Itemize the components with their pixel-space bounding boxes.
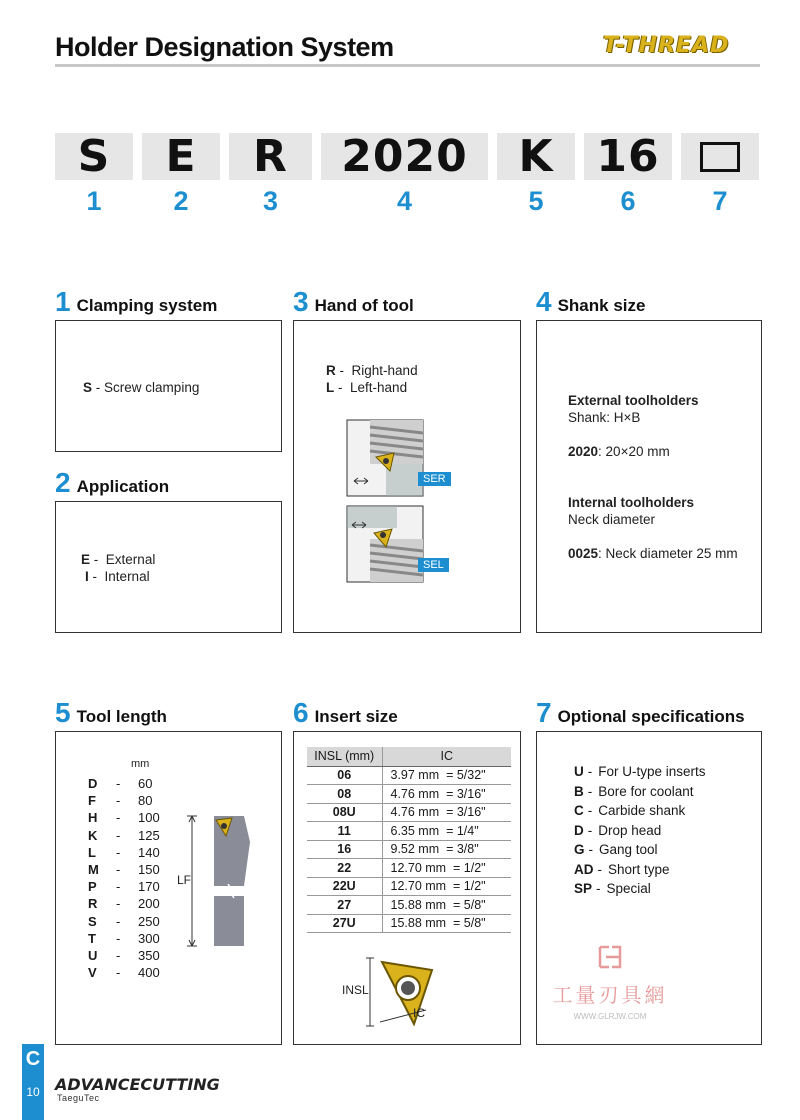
brand-logo: T-THREAD <box>603 33 730 58</box>
shank-size-panel <box>536 320 762 633</box>
column-header: INSL (mm) <box>307 747 382 766</box>
code-box-1: S <box>55 133 133 180</box>
page-title: Holder Designation System <box>55 32 394 62</box>
footer-brand: TaeguTec <box>57 1093 100 1103</box>
insert-ic-value: 9.52 mm = 3/8" <box>382 840 511 859</box>
list-item <box>88 947 160 964</box>
code-box-2: E <box>142 133 220 180</box>
length-value: 350 <box>138 947 160 963</box>
insert-code: 27 <box>307 896 382 915</box>
insert-ic-value: 3.97 mm = 5/32" <box>382 766 511 785</box>
separator: - <box>116 862 121 878</box>
optional-specs-list <box>574 762 706 899</box>
insert-ic-value: 4.76 mm = 3/16" <box>382 785 511 804</box>
internal-example: 0025: Neck diameter 25 mm <box>568 546 738 561</box>
insert-ic-value: 6.35 mm = 1/4" <box>382 822 511 841</box>
code-box-6: 16 <box>584 133 672 180</box>
page-number: 10 <box>26 1085 40 1099</box>
insert-ic-value: 15.88 mm = 5/8" <box>382 914 511 933</box>
code-letter: F <box>88 793 96 809</box>
list-item <box>574 879 706 899</box>
length-value: 300 <box>138 930 160 946</box>
section-number: 6 <box>293 697 309 728</box>
section-title: Insert size <box>314 707 398 726</box>
length-value: 400 <box>138 965 160 981</box>
table-row <box>307 914 511 933</box>
spec-text: Bore for coolant <box>598 783 694 799</box>
code-letter: H <box>88 810 98 826</box>
spec-text: Short type <box>608 861 670 877</box>
code-letter: L <box>88 844 96 860</box>
code-letter: U <box>88 947 98 963</box>
list-item: I - Internal <box>85 569 150 584</box>
insert-ic-value: 4.76 mm = 3/16" <box>382 803 511 822</box>
spec-text: Carbide shank <box>598 803 686 819</box>
insert-size-table <box>307 747 511 933</box>
insert-code: 16 <box>307 840 382 859</box>
separator: - <box>596 881 601 897</box>
insert-ic-value: 15.88 mm = 5/8" <box>382 896 511 915</box>
separator: - <box>116 827 121 843</box>
watermark <box>540 944 680 1021</box>
external-shank-label: Shank: H×B <box>568 410 641 425</box>
section-5-heading <box>55 697 167 729</box>
application-panel <box>55 501 282 633</box>
section-2-heading <box>55 467 169 499</box>
right-hand-tool-diagram <box>346 419 426 499</box>
section-3-heading <box>293 286 414 318</box>
section-4-heading <box>536 286 645 318</box>
section-number: 4 <box>536 286 552 317</box>
external-example: 2020: 20×20 mm <box>568 444 670 459</box>
code-letter: M <box>88 862 99 878</box>
list-item <box>88 861 160 878</box>
separator: - <box>587 803 593 819</box>
length-value: 200 <box>138 896 160 912</box>
separator: - <box>587 822 593 838</box>
spec-text: For U-type inserts <box>598 764 706 780</box>
code-box-7 <box>681 133 759 180</box>
separator: - <box>116 844 121 860</box>
list-item <box>574 801 706 821</box>
separator: - <box>116 810 121 826</box>
section-number: 1 <box>55 286 71 317</box>
code-box-5: K <box>497 133 575 180</box>
table-row <box>307 785 511 804</box>
table-row <box>307 840 511 859</box>
list-item <box>574 782 706 802</box>
list-item <box>88 844 160 861</box>
list-item <box>574 821 706 841</box>
section-title: Shank size <box>557 296 646 315</box>
table-row <box>307 877 511 896</box>
table-row <box>307 859 511 878</box>
watermark-url: WWW.GLRJW.COM <box>573 1012 647 1021</box>
spec-code: AD <box>574 861 594 877</box>
separator: - <box>116 896 121 912</box>
insert-code: 08 <box>307 785 382 804</box>
separator: - <box>587 764 593 780</box>
table-row <box>307 803 511 822</box>
list-item <box>88 913 160 930</box>
insert-code: 27U <box>307 914 382 933</box>
watermark-logo-icon <box>597 944 623 970</box>
list-item <box>574 762 706 782</box>
clamping-system-panel <box>55 320 282 452</box>
code-letter: R <box>88 896 98 912</box>
section-7-heading <box>536 697 745 729</box>
code-letter: D <box>88 776 98 792</box>
position-number: 5 <box>528 186 544 216</box>
section-1-heading <box>55 286 217 318</box>
separator: - <box>116 913 121 929</box>
position-number: 4 <box>396 186 413 216</box>
section-number: 3 <box>293 286 309 317</box>
spec-text: Special <box>606 881 651 897</box>
separator: - <box>116 930 121 946</box>
length-value: 140 <box>138 844 160 860</box>
list-item <box>88 827 160 844</box>
title-divider <box>55 64 760 67</box>
position-number: 1 <box>86 186 102 216</box>
insert-code: 11 <box>307 822 382 841</box>
position-number: 2 <box>173 186 189 216</box>
ic-label: IC <box>413 1006 425 1020</box>
chapter-tab <box>22 1044 44 1120</box>
code-box-3: R <box>229 133 312 180</box>
separator: - <box>116 947 121 963</box>
section-number: 2 <box>55 467 71 498</box>
table-row <box>307 896 511 915</box>
spec-code: SP <box>574 881 593 897</box>
hand-of-tool-panel <box>293 320 521 633</box>
insert-code: 22U <box>307 877 382 896</box>
spec-code: C <box>574 803 584 819</box>
position-number: 7 <box>712 186 728 216</box>
length-value: 170 <box>138 879 160 895</box>
empty-square-icon <box>700 142 740 172</box>
list-item <box>88 809 160 826</box>
section-6-heading <box>293 697 398 729</box>
separator: - <box>587 783 593 799</box>
section-title: Optional specifications <box>557 707 745 726</box>
spec-code: B <box>574 783 584 799</box>
list-item: L - Left-hand <box>326 380 408 395</box>
list-item <box>88 792 160 809</box>
footer-logo: ADVANCECUTTING <box>55 1075 220 1094</box>
list-item <box>88 895 160 912</box>
section-number: 5 <box>55 697 71 728</box>
separator: - <box>116 879 121 895</box>
section-title: Hand of tool <box>314 296 414 315</box>
internal-toolholders-title: Internal toolholders <box>568 495 695 510</box>
tag-sel: SEL <box>418 558 449 572</box>
position-number: 6 <box>620 186 636 216</box>
code-letter: S <box>88 913 97 929</box>
chapter-letter: C <box>25 1048 41 1070</box>
internal-neck-label: Neck diameter <box>568 512 656 527</box>
external-toolholders-title: External toolholders <box>568 393 699 408</box>
table-row <box>307 822 511 841</box>
code-letter: V <box>88 965 97 981</box>
insert-code: 06 <box>307 766 382 785</box>
list-item <box>574 860 706 880</box>
list-item <box>88 964 160 981</box>
insert-ic-value: 12.70 mm = 1/2" <box>382 859 511 878</box>
spec-text: Gang tool <box>599 842 658 858</box>
length-value: 125 <box>138 827 160 843</box>
list-item: S - Screw clamping <box>83 380 200 395</box>
column-header: IC <box>382 747 511 766</box>
tool-length-panel <box>55 731 282 1045</box>
list-item: R - Right-hand <box>326 363 418 378</box>
lf-label: LF <box>177 873 192 887</box>
code-letter: K <box>88 827 98 843</box>
insert-code: 08U <box>307 803 382 822</box>
table-row <box>307 766 511 785</box>
insl-label: INSL <box>342 983 369 997</box>
separator: - <box>116 793 121 809</box>
left-hand-tool-diagram <box>346 505 426 585</box>
section-number: 7 <box>536 697 552 728</box>
length-value: 100 <box>138 810 160 826</box>
list-item: E - External <box>81 552 156 567</box>
code-letter: P <box>88 879 97 895</box>
table-header-row <box>307 747 511 766</box>
watermark-text: 工量刃具網 <box>552 985 668 1007</box>
spec-text: Drop head <box>598 822 662 838</box>
length-value: 60 <box>138 776 153 792</box>
list-item <box>574 840 706 860</box>
unit-label: mm <box>131 758 150 770</box>
section-title: Clamping system <box>76 296 218 315</box>
length-value: 250 <box>138 913 160 929</box>
spec-code: U <box>574 764 584 780</box>
spec-code: G <box>574 842 585 858</box>
insert-ic-value: 12.70 mm = 1/2" <box>382 877 511 896</box>
code-box-4: 2020 <box>321 133 488 180</box>
separator: - <box>588 842 594 858</box>
section-title: Application <box>76 477 170 496</box>
section-title: Tool length <box>76 707 167 726</box>
tool-length-list <box>88 775 160 981</box>
list-item <box>88 878 160 895</box>
separator: - <box>116 965 121 981</box>
length-value: 150 <box>138 862 160 878</box>
separator: - <box>597 861 602 877</box>
code-letter: T <box>88 930 96 946</box>
spec-code: D <box>574 822 584 838</box>
insert-code: 22 <box>307 859 382 878</box>
list-item <box>88 930 160 947</box>
position-number: 3 <box>262 186 279 216</box>
tag-ser: SER <box>418 472 451 486</box>
list-item <box>88 775 160 792</box>
separator: - <box>116 776 121 792</box>
length-value: 80 <box>138 793 153 809</box>
